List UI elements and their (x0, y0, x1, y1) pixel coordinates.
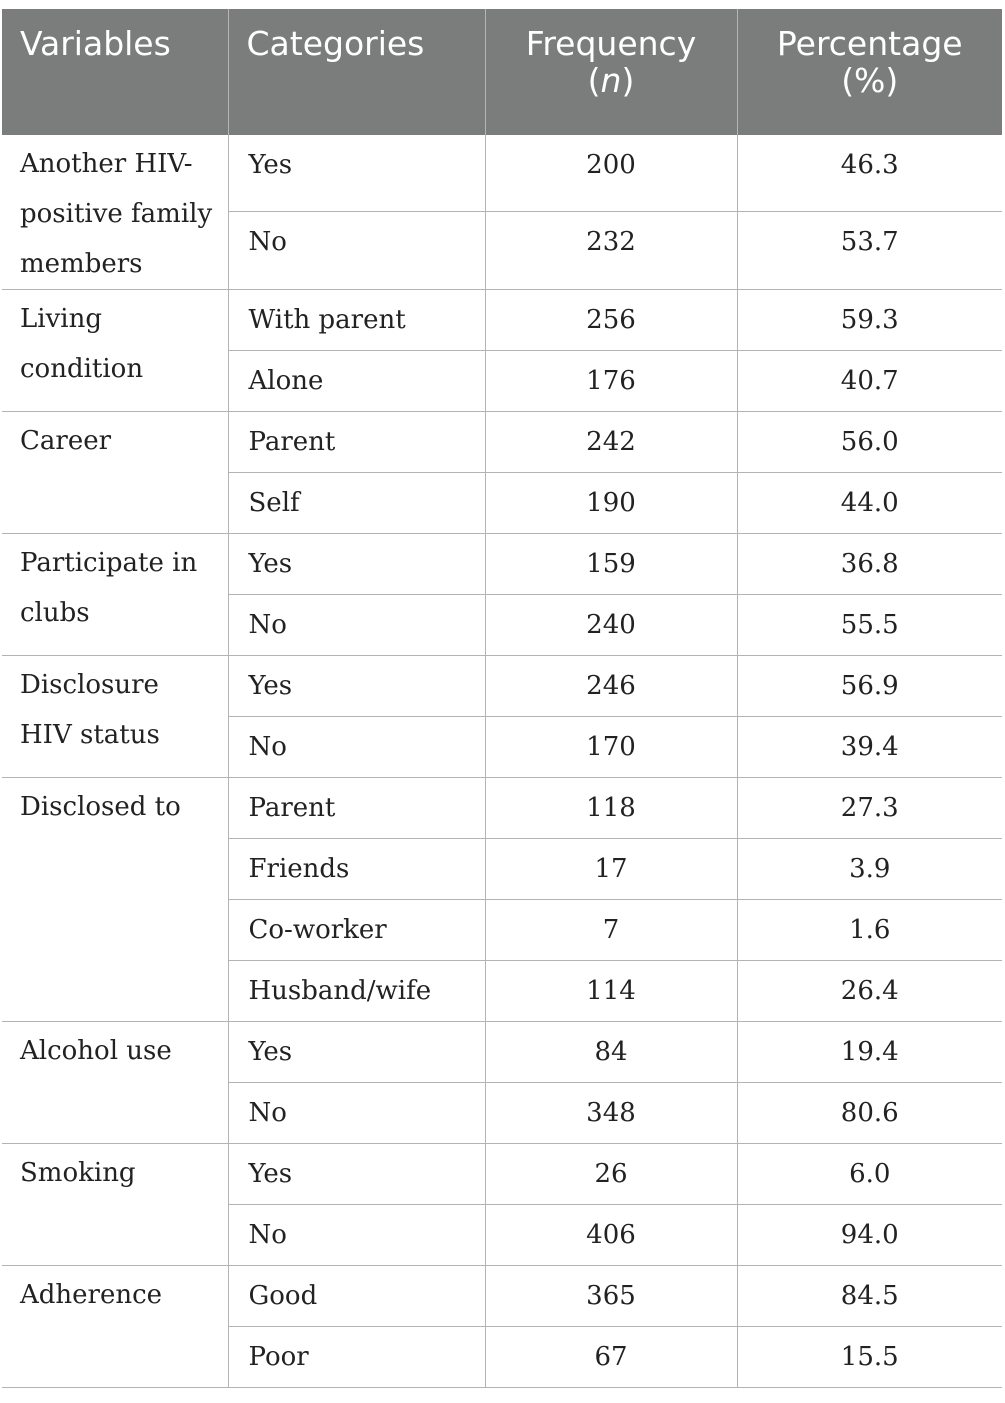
category-cell: Poor (228, 1327, 485, 1388)
category-cell: Alone (228, 351, 485, 412)
variable-label: Another HIV-positive family members (20, 149, 213, 279)
percentage-cell: 15.5 (737, 1327, 1002, 1388)
percentage-cell: 27.3 (737, 778, 1002, 839)
header-percentage-unit: (%) (841, 61, 899, 100)
header-row (2, 9, 1002, 135)
percentage-cell: 80.6 (737, 1083, 1002, 1144)
frequency-cell: 26 (485, 1144, 737, 1205)
data-table (2, 9, 1002, 1388)
table-row (2, 412, 1002, 473)
variable-label: Career (20, 426, 112, 456)
category-cell: Yes (228, 1144, 485, 1205)
percentage-cell: 44.0 (737, 473, 1002, 534)
category-cell: Self (228, 473, 485, 534)
percentage-cell: 6.0 (737, 1144, 1002, 1205)
variable-label: Disclosure HIV status (20, 670, 160, 750)
percentage-cell: 3.9 (737, 839, 1002, 900)
category-cell: With parent (228, 290, 485, 351)
variable-cell (2, 135, 228, 290)
variable-label: Participate in clubs (20, 548, 198, 628)
category-cell: No (228, 212, 485, 290)
frequency-cell: 190 (485, 473, 737, 534)
frequency-cell: 7 (485, 900, 737, 961)
percentage-cell: 1.6 (737, 900, 1002, 961)
table-row (2, 290, 1002, 351)
header-frequency-label: Frequency (525, 24, 697, 63)
table-row (2, 778, 1002, 839)
percentage-cell: 40.7 (737, 351, 1002, 412)
frequency-cell: 256 (485, 290, 737, 351)
category-cell: Parent (228, 412, 485, 473)
frequency-cell: 67 (485, 1327, 737, 1388)
category-cell: Parent (228, 778, 485, 839)
table-container (2, 9, 1002, 1388)
header-frequency-unit: n (600, 61, 622, 100)
table-header (2, 9, 1002, 135)
variable-cell (2, 534, 228, 656)
frequency-cell: 242 (485, 412, 737, 473)
frequency-cell: 118 (485, 778, 737, 839)
table-row (2, 534, 1002, 595)
category-cell: Yes (228, 534, 485, 595)
category-cell: Yes (228, 135, 485, 212)
header-frequency: Frequency (n) (485, 9, 737, 135)
variable-label: Disclosed to (20, 792, 181, 822)
variable-cell (2, 1144, 228, 1266)
variable-label: Living condition (20, 304, 144, 384)
percentage-cell: 36.8 (737, 534, 1002, 595)
table-row (2, 656, 1002, 717)
category-cell: Husband/wife (228, 961, 485, 1022)
category-cell: No (228, 717, 485, 778)
category-cell: Co-worker (228, 900, 485, 961)
frequency-cell: 348 (485, 1083, 737, 1144)
frequency-cell: 200 (485, 135, 737, 212)
frequency-cell: 365 (485, 1266, 737, 1327)
frequency-cell: 232 (485, 212, 737, 290)
variable-label: Adherence (20, 1280, 163, 1310)
frequency-cell: 170 (485, 717, 737, 778)
percentage-cell: 55.5 (737, 595, 1002, 656)
frequency-cell: 84 (485, 1022, 737, 1083)
header-percentage (737, 9, 1002, 135)
table-row (2, 1266, 1002, 1327)
header-variables: Variables (2, 9, 228, 135)
variable-cell (2, 412, 228, 534)
percentage-cell: 94.0 (737, 1205, 1002, 1266)
frequency-cell: 159 (485, 534, 737, 595)
percentage-cell: 59.3 (737, 290, 1002, 351)
frequency-cell: 114 (485, 961, 737, 1022)
percentage-cell: 56.0 (737, 412, 1002, 473)
frequency-cell: 406 (485, 1205, 737, 1266)
percentage-cell: 53.7 (737, 212, 1002, 290)
variable-cell (2, 1022, 228, 1144)
percentage-cell: 39.4 (737, 717, 1002, 778)
category-cell: No (228, 595, 485, 656)
percentage-cell: 46.3 (737, 135, 1002, 212)
variable-cell (2, 290, 228, 412)
percentage-cell: 19.4 (737, 1022, 1002, 1083)
frequency-cell: 176 (485, 351, 737, 412)
table-row (2, 1022, 1002, 1083)
category-cell: Good (228, 1266, 485, 1327)
percentage-cell: 26.4 (737, 961, 1002, 1022)
frequency-cell: 240 (485, 595, 737, 656)
percentage-cell: 84.5 (737, 1266, 1002, 1327)
table-body (2, 135, 1002, 1388)
category-cell: Yes (228, 1022, 485, 1083)
category-cell: No (228, 1205, 485, 1266)
header-categories: Categories (228, 9, 485, 135)
table-row (2, 1144, 1002, 1205)
variable-cell (2, 1266, 228, 1388)
variable-label: Smoking (20, 1158, 136, 1188)
header-percentage-label: Percentage (776, 24, 963, 63)
frequency-cell: 17 (485, 839, 737, 900)
category-cell: Friends (228, 839, 485, 900)
frequency-cell: 246 (485, 656, 737, 717)
percentage-cell: 56.9 (737, 656, 1002, 717)
variable-cell (2, 778, 228, 1022)
category-cell: Yes (228, 656, 485, 717)
category-cell: No (228, 1083, 485, 1144)
variable-cell (2, 656, 228, 778)
variable-label: Alcohol use (20, 1036, 172, 1066)
table-row (2, 135, 1002, 212)
